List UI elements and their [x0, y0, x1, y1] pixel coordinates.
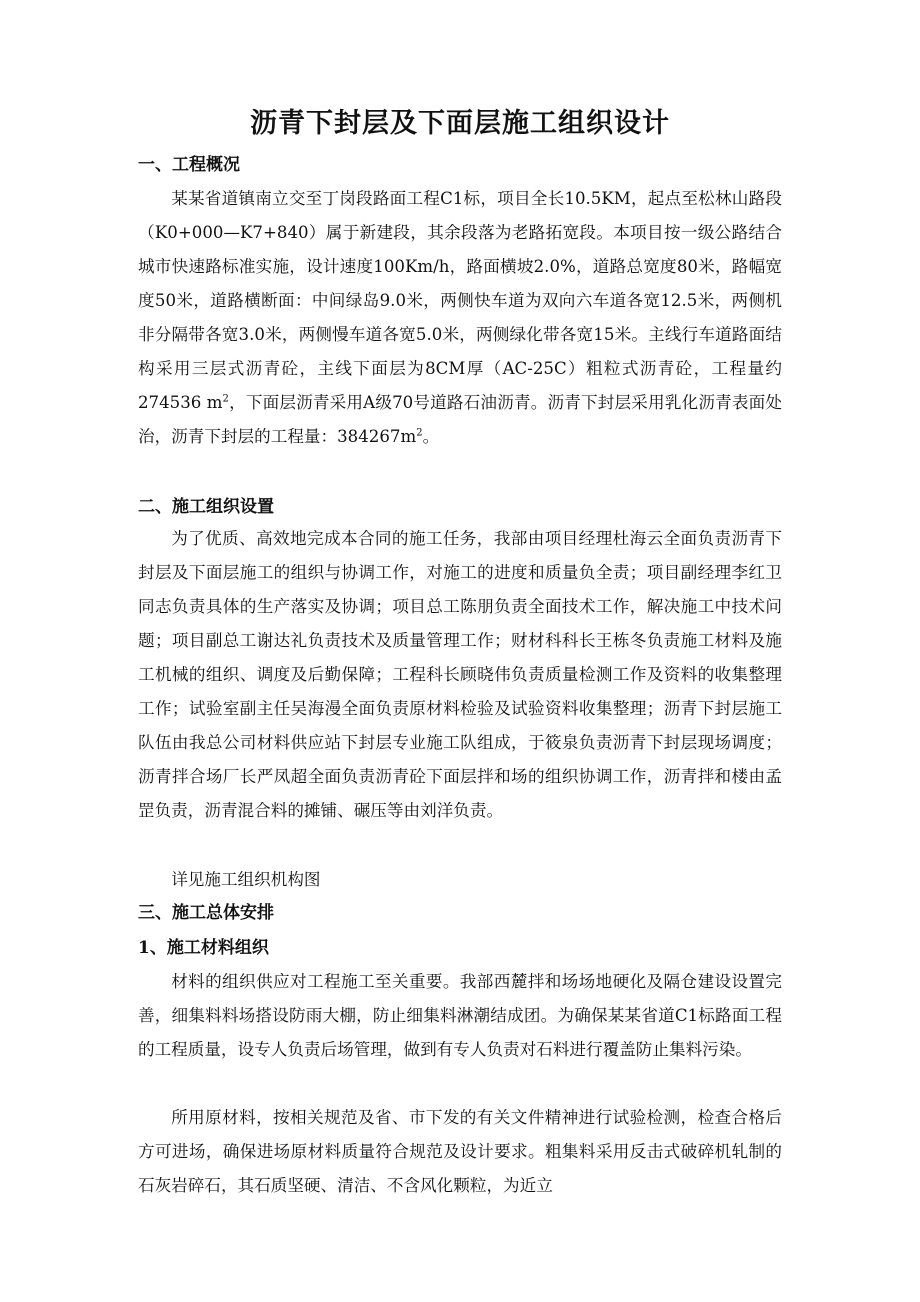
paragraph-raw-materials: 所用原材料，按相关规范及省、市下发的有关文件精神进行试验检测，检查合格后方可进场，确保进场原材料质量符合规范及设计要求。粗集料采用反击式破碎机轧制的石灰岩碎石，其石质坚硬、清洁、不含风化颗粒，为近立	[138, 1108, 782, 1195]
organization-chart-note: 详见施工组织机构图	[171, 870, 321, 889]
superscript: 2	[416, 427, 423, 439]
superscript: 2	[222, 393, 229, 405]
paragraph-material-supply: 材料的组织供应对工程施工至关重要。我部西麓拌和场场地硬化及隔仓建设设置完善，细集料料场搭设防雨大棚，防止细集料淋潮结成团。为确保某某省道C1标路面工程的工程质量，设专人负责后场管理，做到有专人负责对石料进行覆盖防止集料污染。	[138, 972, 782, 1059]
paragraph-organization: 为了优质、高效地完成本合同的施工任务，我部由项目经理杜海云全面负责沥青下封层及下面层施工的组织与协调工作，对施工的进度和质量负全责；项目副经理李红卫同志负责具体的生产落实及协调；项目总工陈朋负责全面技术工作，解决施工中技术问题；项目副总工谢达礼负责技术及质量管理工作；财材科科长王栋冬负责施工材料及施工机械的组织、调度及后勤保障；工程科长顾晓伟负责质量检测工作及资料的收集整理工作；试验室副主任吴海漫全面负责原材料检验及试验资料收集整理；沥青下封层施工队伍由我总公司材料供应站下封层专业施工队组成，于筱泉负责沥青下封层现场调度；沥青拌合场厂长严凤超全面负责沥青砼下面层拌和场的组织协调工作，沥青拌和楼由孟罡负责，沥青混合料的摊铺、碾压等由刘洋负责。	[138, 529, 782, 820]
paragraph-text: 。	[422, 427, 440, 446]
section-heading-arrangement: 三、施工总体安排	[138, 903, 274, 923]
paragraph-project-overview	[138, 182, 782, 454]
section-heading-overview: 一、工程概况	[138, 155, 240, 175]
paragraph-text: 某某省道镇南立交至丁岗段路面工程C1标，项目全长10.5KM，起点至松林山路段（K0+000—K7+840）属于新建段，其余段落为老路拓宽段。本项目按一级公路结合城市快速路标准实施，设计速度100Km/h，路面横坡2.0%，道路总宽度80米，路幅宽度50米，道路横断面：中间绿岛9.0米，两侧快车道为双向六车道各宽12.5米，两侧机非分隔带各宽3.0米，两侧慢车道各宽5.0米，两侧绿化带各宽15米。主线行车道路面结构采用三层式沥青砼，主线下面层为8CM厚（AC-25C）粗粒式沥青砼，工程量约274536 m	[138, 189, 782, 412]
document-title: 沥青下封层及下面层施工组织设计	[250, 108, 670, 139]
paragraph-text: ，下面层沥青采用A级70号道路石油沥青。沥青下封层采用乳化沥青表面处治，沥青下封层的工程量：384267m	[138, 393, 782, 446]
section-heading-organization: 二、施工组织设置	[138, 497, 274, 517]
subsection-heading-materials: 1、施工材料组织	[138, 938, 269, 958]
